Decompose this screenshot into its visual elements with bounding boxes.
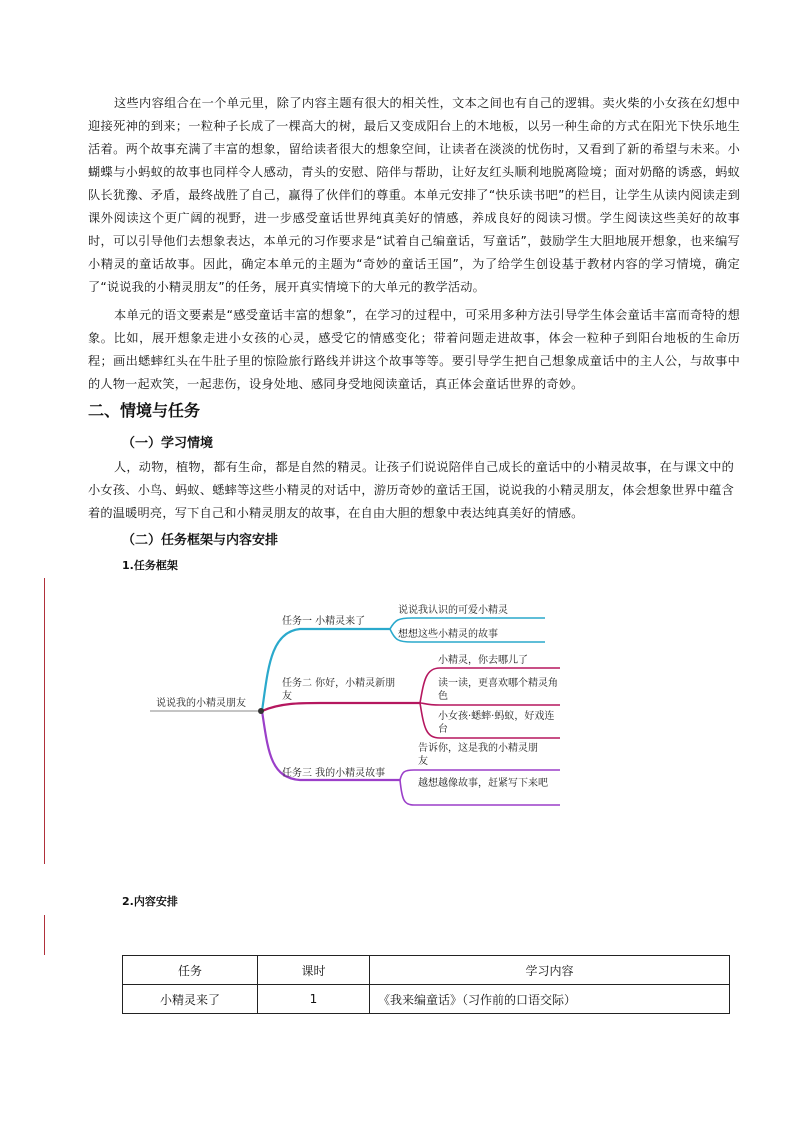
- mindmap-branch-line: [262, 629, 390, 711]
- section-heading: 二、情境与任务: [88, 401, 201, 420]
- margin-revision-bar: [44, 915, 45, 955]
- table-header-row: [123, 956, 730, 985]
- mindmap-branch-line: [262, 703, 420, 711]
- mindmap-branch-line: [400, 770, 560, 780]
- subsection-heading-situation: （一）学习情境: [122, 436, 214, 451]
- task2-label: 任务二 你好，小精灵新朋友: [282, 678, 396, 702]
- mindmap-branch-line: [400, 780, 560, 805]
- intro-paragraph-1: 这些内容组合在一个单元里，除了内容主题有很大的相关性，文本之间也有自己的逻辑。卖火柴的小女孩在幻想中迎接死神的到来；一粒种子长成了一棵高大的树，最后又变成阳台上的木地板，以另一种生命的方式在阳光下快乐地生活着。两个故事充满了丰富的想象，留给读者很大的想象空间，让读者在淡淡的忧伤时，又看到了新的希望与未来。小蝴蝶与小蚂蚁的故事也同样令人感动，青头的安慰、陪伴与帮助，让好友红头顺利地脱离险境；面对奶酪的诱惑，蚂蚁队长犹豫、矛盾，最终战胜了自己，赢得了伙伴们的尊重。本单元安排了“快乐读书吧”的栏目，让学生从读内阅读走到课外阅读这个更广阔的视野，进一步感受童话世界纯真美好的情感，养成良好的阅读习惯。学生阅读这些美好的故事时，可以引导他们去想象表达，本单元的习作要求是“试着自己编童话，写童话”，鼓励学生大胆地展开想象，也来编写小精灵的童话故事。因此，确定本单元的主题为“奇妙的童话王国”，为了给学生创设基于教材内容的学习情境，确定了“说说我的小精灵朋友”的任务，展开真实情境下的大单元的教学活动。: [88, 96, 740, 294]
- content-arrangement-label: 2.内容安排: [122, 895, 178, 908]
- task1-item-2: 想想这些小精灵的故事: [398, 629, 498, 640]
- mindmap-branch-line: [390, 618, 545, 629]
- mindmap-branch-line: [420, 668, 560, 703]
- table-cell-content: 《我来编童话》（习作前的口语交际）: [370, 985, 730, 1014]
- task1-item-1: 说说我认识的可爱小精灵: [398, 605, 508, 616]
- mindmap-branch-line: [420, 703, 560, 705]
- intro-paragraph-2: 本单元的语文要素是“感受童话丰富的想象”，在学习的过程中，可采用多种方法引导学生体会童话丰富而奇特的想象。比如，展开想象走进小女孩的心灵，感受它的情感变化；带着问题走进故事，体会一粒种子到阳台地板的生命历程；画出蟋蟀红头在牛肚子里的惊险旅行路线并讲这个故事等等。要引导学生把自己想象成童话中的主人公，与故事中的人物一起欢笑，一起悲伤，设身处地、感同身受地阅读童话，真正体会童话世界的奇妙。: [88, 308, 740, 391]
- task2-item-1: 小精灵，你去哪儿了: [438, 655, 528, 666]
- content-table: [122, 955, 730, 1014]
- mindmap-branch-line: [262, 711, 400, 780]
- task3-label: 任务三 我的小精灵故事: [282, 768, 386, 779]
- framework-label: 1.任务框架: [122, 559, 178, 572]
- root-node-dot: [258, 708, 264, 714]
- table-cell-periods: 1: [258, 985, 370, 1014]
- table-row: [123, 985, 730, 1014]
- task2-item-2: 读一读，更喜欢哪个精灵角色: [438, 678, 558, 702]
- mindmap-branch-line: [420, 703, 560, 738]
- task2-item-3: 小女孩·蟋蟀·蚂蚁，好戏连台: [438, 711, 555, 735]
- table-cell-task: 小精灵来了: [123, 985, 258, 1014]
- task1-label: 任务一 小精灵来了: [282, 616, 366, 627]
- task3-item-2: 越想越像故事，赶紧写下来吧: [418, 778, 548, 789]
- situation-paragraph: 人，动物，植物，都有生命，都是自然的精灵。让孩子们说说陪伴自己成长的童话中的小精灵故事，在与课文中的小女孩、小鸟、蚂蚁、蟋蟀等这些小精灵的对话中，游历奇妙的童话王国，说说我的小精灵朋友，体会想象世界中蕴含着的温暖明亮，写下自己和小精灵朋友的故事，在自由大胆的想象中表达纯真美好的情感。: [88, 460, 734, 520]
- table-header-task: 任务: [123, 956, 258, 985]
- table-header-periods: 课时: [258, 956, 370, 985]
- task3-item-1: 告诉你，这是我的小精灵朋友: [418, 743, 538, 767]
- mindmap-branch-line: [390, 629, 545, 642]
- mindmap-root: 说说我的小精灵朋友: [156, 698, 246, 709]
- table-header-content: 学习内容: [370, 956, 730, 985]
- margin-revision-bar: [44, 578, 45, 864]
- subsection-heading-framework: （二）任务框架与内容安排: [122, 533, 279, 548]
